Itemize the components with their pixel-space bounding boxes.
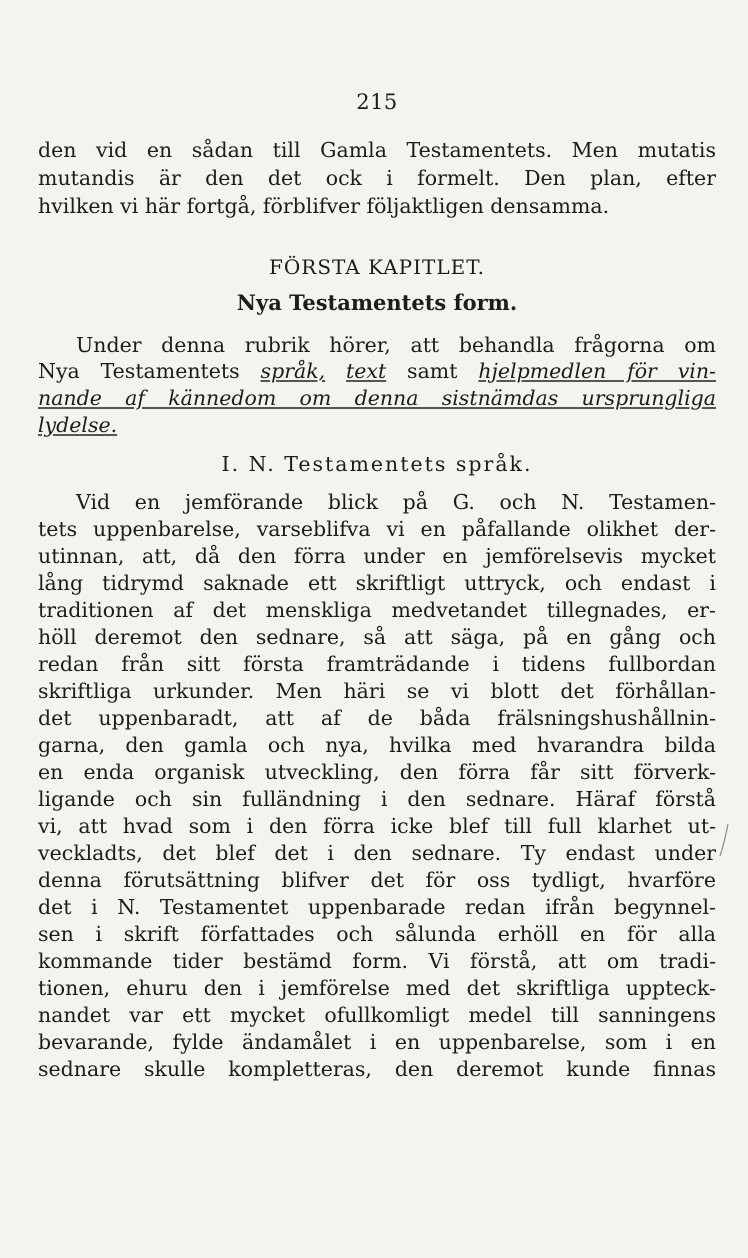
chapter-heading: FÖRSTA KAPITLET.: [269, 255, 485, 279]
chapter-intro-line-2-b: språk,: [260, 359, 326, 383]
chapter-intro-line-2: [38, 358, 716, 385]
body-line-1: Vid en jemförande blick på G. och N. Testamen-: [76, 490, 716, 514]
body-line-4: lång tidrymd saknade ett skriftligt uttryck, och endast i: [38, 571, 716, 595]
body-line-15: denna förutsättning blifver det för oss tydligt, hvarföre: [38, 868, 716, 892]
body-line-16: det i N. Testamentet uppenbarade redan ifrån begynnel-: [38, 895, 716, 919]
chapter-intro-line-2-a: Nya Testamentets: [38, 359, 240, 383]
chapter-intro-line-2-d: samt: [407, 359, 458, 383]
book-page: [38, 0, 716, 1258]
chapter-intro-line-4: lydelse.: [38, 413, 118, 437]
margin-pencil-mark: [716, 820, 736, 860]
body-line-18: kommande tider bestämd form. Vi förstå, att om tradi-: [38, 949, 716, 973]
chapter-intro-line-2-e: hjelpmedlen för vin-: [478, 359, 716, 383]
body-line-17: sen i skrift författades och sålunda erhöll en för alla: [38, 922, 716, 946]
body-line-6: höll deremot den sednare, så att säga, på en gång och: [38, 625, 716, 649]
body-line-2: tets uppenbarelse, varseblifva vi en påfallande olikhet der-: [38, 517, 716, 541]
section-heading: I. N. Testamentets språk.: [221, 452, 533, 476]
chapter-intro-line-3: nande af kännedom om denna sistnämdas ursprungliga: [38, 386, 716, 410]
intro-line-2: mutandis är den det ock i formelt. Den plan, efter: [38, 166, 716, 190]
chapter-subtitle: Nya Testamentets form.: [236, 290, 518, 315]
body-line-11: en enda organisk utveckling, den förra får sitt förverk-: [38, 760, 716, 784]
body-line-21: bevarande, fylde ändamålet i en uppenbarelse, som i en: [38, 1030, 716, 1054]
body-line-5: traditionen af det menskliga medvetandet tillegnades, er-: [38, 598, 716, 622]
intro-line-1: den vid en sådan till Gamla Testamentets. Men mutatis: [38, 138, 716, 162]
chapter-intro-line-2-c: text: [346, 359, 387, 383]
body-line-9: det uppenbaradt, att af de båda frälsningshushållnin-: [38, 706, 716, 730]
chapter-intro-line-1: Under denna rubrik hörer, att behandla frågorna om: [76, 333, 716, 357]
body-line-8: skriftliga urkunder. Men häri se vi blott det förhållan-: [38, 679, 716, 703]
body-line-12: ligande och sin fulländning i den sednare. Häraf förstå: [38, 787, 716, 811]
body-line-19: tionen, ehuru den i jemförelse med det skriftliga uppteck-: [38, 976, 716, 1000]
body-line-22: sednare skulle kompletteras, den deremot kunde finnas: [38, 1057, 716, 1081]
body-line-10: garna, den gamla och nya, hvilka med hvarandra bilda: [38, 733, 716, 757]
body-line-7: redan från sitt första framträdande i tidens fullbordan: [38, 652, 716, 676]
page-number: 215: [356, 90, 398, 114]
body-line-20: nandet var ett mycket ofullkomligt medel till sanningens: [38, 1003, 716, 1027]
body-line-14: veckladts, det blef det i den sednare. Ty endast under: [38, 841, 716, 865]
intro-line-3: hvilken vi här fortgå, förblifver följaktligen densamma.: [38, 194, 610, 218]
body-line-3: utinnan, att, då den förra under en jemförelsevis mycket: [38, 544, 716, 568]
body-line-13: vi, att hvad som i den förra icke blef till full klarhet ut-: [38, 814, 716, 838]
